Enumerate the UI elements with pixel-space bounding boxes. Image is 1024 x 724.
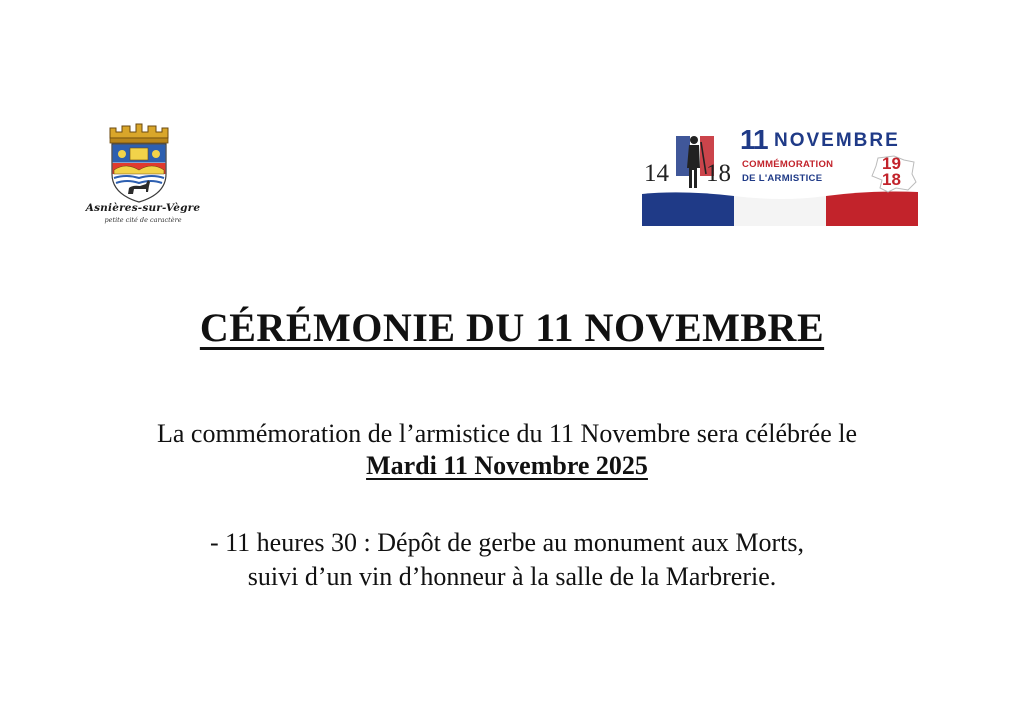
banner-line-2: DE L'ARMISTICE [742,173,823,184]
coat-of-arms-icon [100,122,176,204]
armistice-banner [642,124,918,228]
town-name: Asnières-sur-Vègre [85,202,201,214]
event-date-text: Mardi 11 Novembre 2025 [366,451,648,480]
town-tagline: petite cité de caractère [104,216,182,224]
banner-year-18-right: 18 [882,170,901,189]
banner-year-19: 19 [882,154,901,173]
banner-year-18: 18 [706,160,731,187]
banner-day: 11 [740,124,768,155]
program-line-1: - 11 heures 30 : Dépôt de gerbe au monument aux Morts, [209,528,804,557]
town-logo [78,122,208,232]
program-line-2: suivi d’un vin d’honneur à la salle de la Marbrerie. [247,562,777,591]
banner-line-1: COMMÉMORATION [742,159,834,170]
event-date [0,450,1014,482]
banner-year-14: 14 [644,160,669,187]
intro-text: La commémoration de l’armistice du 11 Novembre sera célébrée le [156,419,857,448]
french-flag-wave [642,190,918,226]
page-title [0,304,1024,351]
banner-month: NOVEMBRE [774,130,900,151]
page-title-text: CÉRÉMONIE DU 11 NOVEMBRE [199,305,825,350]
